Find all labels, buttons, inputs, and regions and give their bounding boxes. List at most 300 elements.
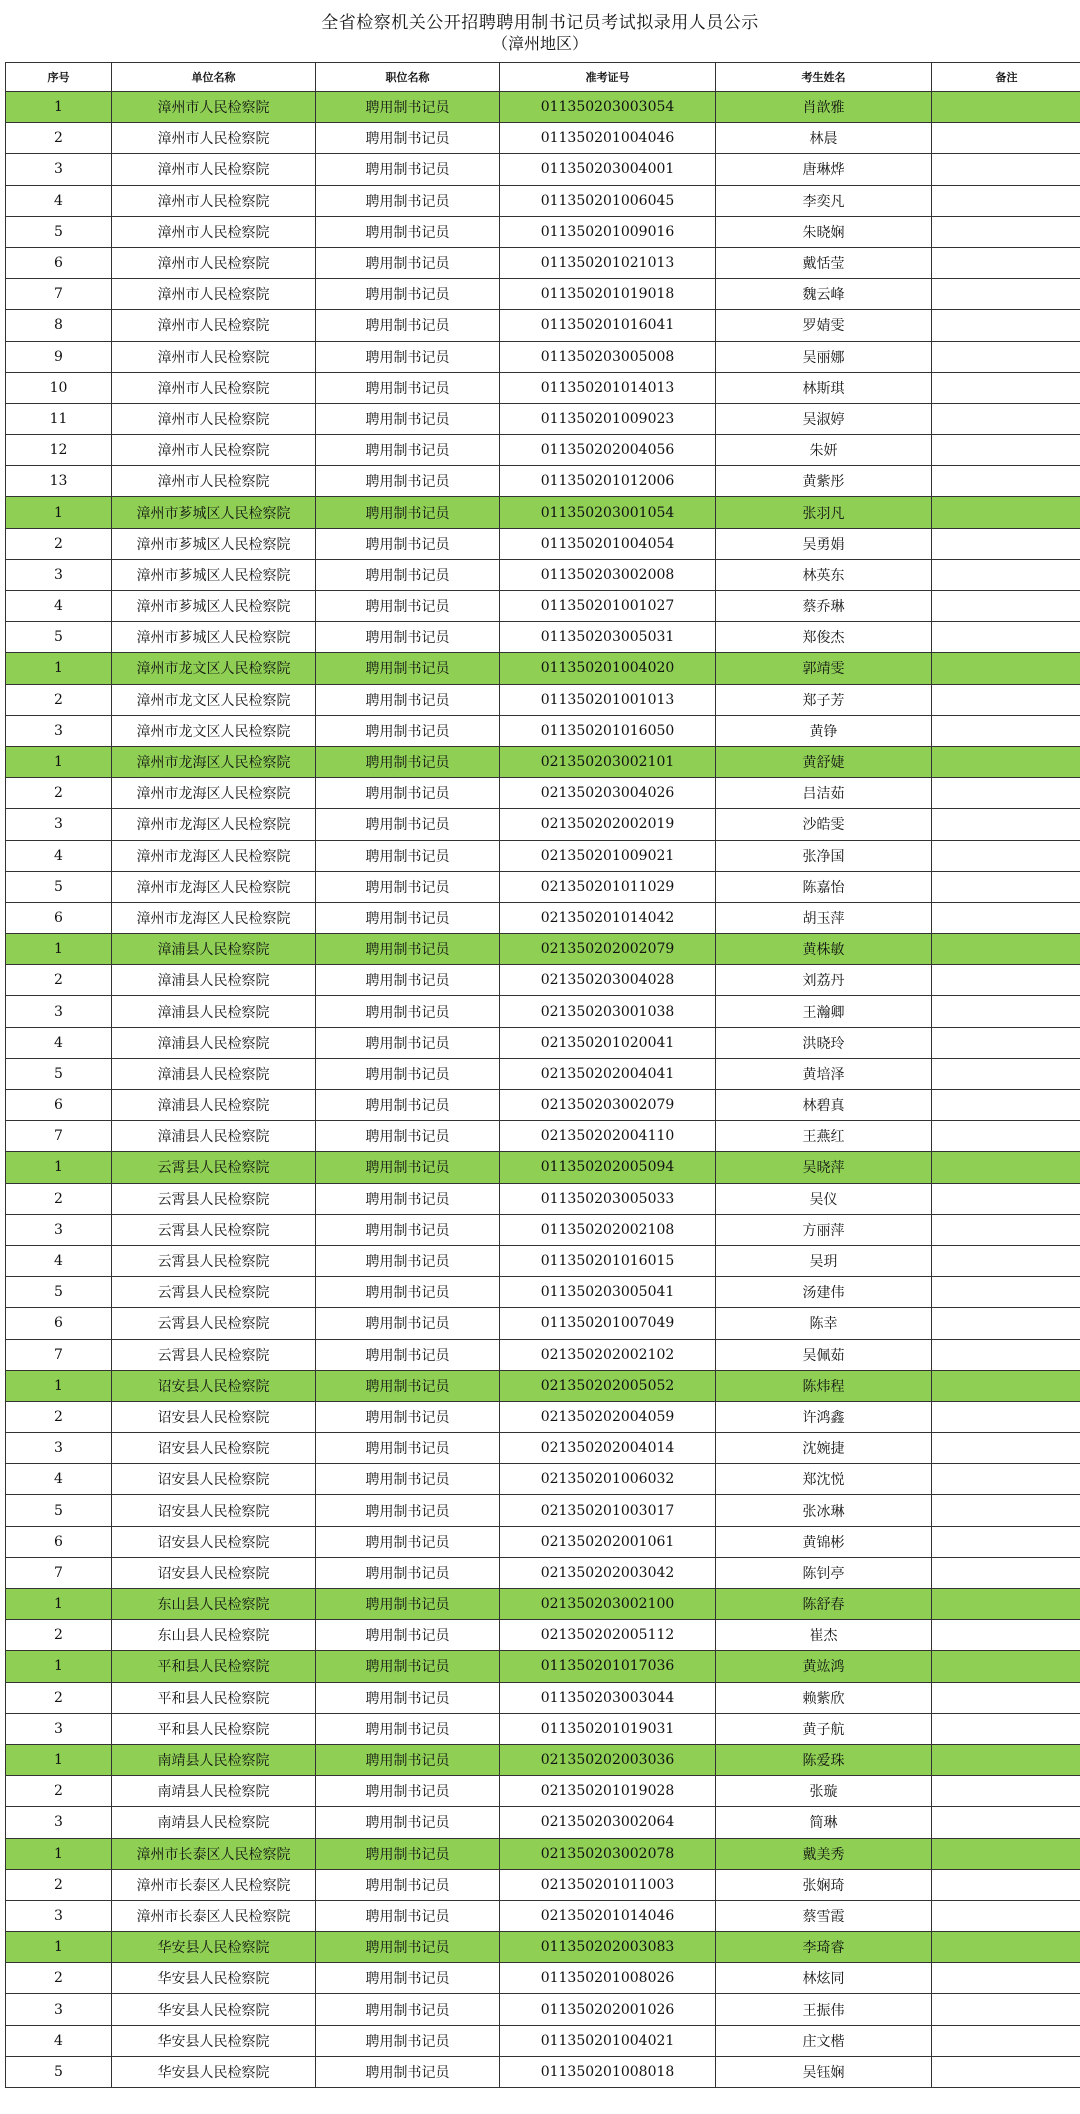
cell-no: 2: [6, 123, 112, 154]
table-row: [6, 497, 1080, 528]
cell-no: 9: [6, 341, 112, 372]
cell-note: [932, 154, 1080, 185]
table-row: [6, 1370, 1080, 1401]
cell-unit: 漳州市人民检察院: [112, 154, 316, 185]
cell-no: 3: [6, 559, 112, 590]
cell-unit: 漳州市人民检察院: [112, 216, 316, 247]
table-row: [6, 1994, 1080, 2025]
cell-no: 5: [6, 216, 112, 247]
cell-unit: 漳州市人民检察院: [112, 123, 316, 154]
cell-name: 李琦睿: [716, 1932, 932, 1963]
cell-unit: 漳州市芗城区人民检察院: [112, 559, 316, 590]
cell-name: 黄子航: [716, 1713, 932, 1744]
cell-no: 1: [6, 653, 112, 684]
cell-name: 林英东: [716, 559, 932, 590]
cell-unit: 漳州市长泰区人民检察院: [112, 1869, 316, 1900]
table-row: [6, 154, 1080, 185]
cell-position: 聘用制书记员: [316, 1308, 500, 1339]
cell-name: 黄铮: [716, 715, 932, 746]
cell-no: 6: [6, 247, 112, 278]
table-row: [6, 403, 1080, 434]
cell-name: 黄舒婕: [716, 746, 932, 777]
cell-no: 2: [6, 965, 112, 996]
cell-position: 聘用制书记员: [316, 1121, 500, 1152]
cell-unit: 漳州市龙文区人民检察院: [112, 715, 316, 746]
cell-position: 聘用制书记员: [316, 1090, 500, 1121]
cell-name: 黄株敏: [716, 934, 932, 965]
table-row: [6, 1682, 1080, 1713]
cell-unit: 漳州市人民检察院: [112, 247, 316, 278]
cell-exam-id: 021350202005112: [500, 1620, 716, 1651]
cell-position: 聘用制书记员: [316, 1245, 500, 1276]
cell-no: 1: [6, 497, 112, 528]
cell-name: 戴恬莹: [716, 247, 932, 278]
cell-unit: 华安县人民检察院: [112, 2025, 316, 2056]
table-row: [6, 1713, 1080, 1744]
cell-note: [932, 1401, 1080, 1432]
cell-unit: 漳浦县人民检察院: [112, 996, 316, 1027]
cell-note: [932, 1245, 1080, 1276]
cell-no: 1: [6, 1838, 112, 1869]
table-row: [6, 1963, 1080, 1994]
cell-unit: 漳州市龙文区人民检察院: [112, 653, 316, 684]
cell-name: 张羽凡: [716, 497, 932, 528]
cell-note: [932, 2025, 1080, 2056]
cell-unit: 漳州市人民检察院: [112, 341, 316, 372]
cell-position: 聘用制书记员: [316, 1370, 500, 1401]
cell-note: [932, 1152, 1080, 1183]
cell-note: [932, 1776, 1080, 1807]
cell-name: 郑子芳: [716, 684, 932, 715]
cell-position: 聘用制书记员: [316, 154, 500, 185]
cell-name: 方丽萍: [716, 1214, 932, 1245]
cell-no: 7: [6, 1557, 112, 1588]
cell-position: 聘用制书记员: [316, 1869, 500, 1900]
cell-name: 陈爱珠: [716, 1744, 932, 1775]
cell-name: 李奕凡: [716, 185, 932, 216]
cell-unit: 漳浦县人民检察院: [112, 1090, 316, 1121]
cell-exam-id: 011350201004021: [500, 2025, 716, 2056]
cell-position: 聘用制书记员: [316, 746, 500, 777]
cell-name: 陈炜程: [716, 1370, 932, 1401]
table-row: [6, 1744, 1080, 1775]
cell-name: 吴仪: [716, 1183, 932, 1214]
cell-unit: 南靖县人民检察院: [112, 1744, 316, 1775]
cell-no: 2: [6, 684, 112, 715]
cell-name: 许鸿鑫: [716, 1401, 932, 1432]
cell-position: 聘用制书记员: [316, 435, 500, 466]
cell-exam-id: 021350201020041: [500, 1027, 716, 1058]
cell-exam-id: 021350203002101: [500, 746, 716, 777]
cell-no: 1: [6, 1152, 112, 1183]
cell-exam-id: 011350203003054: [500, 92, 716, 123]
cell-exam-id: 021350203002100: [500, 1589, 716, 1620]
cell-position: 聘用制书记员: [316, 1214, 500, 1245]
cell-unit: 漳浦县人民检察院: [112, 934, 316, 965]
cell-name: 洪晓玲: [716, 1027, 932, 1058]
cell-note: [932, 247, 1080, 278]
cell-name: 王振伟: [716, 1994, 932, 2025]
cell-no: 2: [6, 1682, 112, 1713]
table-row: [6, 1308, 1080, 1339]
cell-exam-id: 011350202005094: [500, 1152, 716, 1183]
cell-unit: 南靖县人民检察院: [112, 1807, 316, 1838]
cell-exam-id: 021350203002079: [500, 1090, 716, 1121]
cell-unit: 漳州市龙海区人民检察院: [112, 746, 316, 777]
cell-note: [932, 1557, 1080, 1588]
cell-unit: 漳州市芗城区人民检察院: [112, 591, 316, 622]
cell-position: 聘用制书记员: [316, 1963, 500, 1994]
cell-note: [932, 684, 1080, 715]
cell-unit: 漳州市龙海区人民检察院: [112, 871, 316, 902]
cell-exam-id: 021350203002064: [500, 1807, 716, 1838]
cell-exam-id: 011350201007049: [500, 1308, 716, 1339]
table-row: [6, 684, 1080, 715]
cell-note: [932, 1370, 1080, 1401]
cell-name: 吴钰娴: [716, 2056, 932, 2087]
table-row: [6, 1526, 1080, 1557]
cell-exam-id: 011350203002008: [500, 559, 716, 590]
cell-note: [932, 1464, 1080, 1495]
cell-position: 聘用制书记员: [316, 996, 500, 1027]
table-row: [6, 934, 1080, 965]
table-row: [6, 1932, 1080, 1963]
cell-unit: 漳州市人民检察院: [112, 372, 316, 403]
cell-position: 聘用制书记员: [316, 715, 500, 746]
cell-no: 4: [6, 1245, 112, 1276]
cell-name: 汤建伟: [716, 1277, 932, 1308]
cell-no: 4: [6, 2025, 112, 2056]
table-row: [6, 1620, 1080, 1651]
cell-no: 6: [6, 1308, 112, 1339]
cell-unit: 漳州市龙海区人民检察院: [112, 840, 316, 871]
cell-name: 吴丽娜: [716, 341, 932, 372]
cell-note: [932, 559, 1080, 590]
cell-unit: 漳州市长泰区人民检察院: [112, 1838, 316, 1869]
cell-note: [932, 1183, 1080, 1214]
cell-unit: 漳浦县人民检察院: [112, 965, 316, 996]
cell-no: 2: [6, 1776, 112, 1807]
cell-note: [932, 1589, 1080, 1620]
cell-no: 5: [6, 2056, 112, 2087]
cell-exam-id: 021350203004026: [500, 778, 716, 809]
cell-unit: 云霄县人民检察院: [112, 1308, 316, 1339]
table-row: [6, 715, 1080, 746]
cell-exam-id: 011350203004001: [500, 154, 716, 185]
table-row: [6, 1152, 1080, 1183]
table-row: [6, 1027, 1080, 1058]
cell-exam-id: 011350203005031: [500, 622, 716, 653]
cell-name: 吴勇娟: [716, 528, 932, 559]
cell-no: 3: [6, 1807, 112, 1838]
cell-name: 简琳: [716, 1807, 932, 1838]
cell-position: 聘用制书记员: [316, 1152, 500, 1183]
cell-unit: 云霄县人民检察院: [112, 1277, 316, 1308]
cell-unit: 漳州市人民检察院: [112, 310, 316, 341]
cell-no: 10: [6, 372, 112, 403]
cell-position: 聘用制书记员: [316, 1557, 500, 1588]
cell-exam-id: 011350201008026: [500, 1963, 716, 1994]
cell-exam-id: 011350201001027: [500, 591, 716, 622]
cell-name: 罗婧雯: [716, 310, 932, 341]
header-unit: 单位名称: [112, 63, 316, 92]
cell-position: 聘用制书记员: [316, 92, 500, 123]
cell-name: 黄锦彬: [716, 1526, 932, 1557]
cell-position: 聘用制书记员: [316, 1433, 500, 1464]
cell-name: 黄竑鸿: [716, 1651, 932, 1682]
cell-name: 林碧真: [716, 1090, 932, 1121]
table-row: [6, 2025, 1080, 2056]
cell-no: 6: [6, 1090, 112, 1121]
cell-note: [932, 372, 1080, 403]
cell-note: [932, 466, 1080, 497]
table-row: [6, 1464, 1080, 1495]
cell-note: [932, 996, 1080, 1027]
table-row: [6, 1589, 1080, 1620]
cell-note: [932, 528, 1080, 559]
cell-no: 4: [6, 840, 112, 871]
table-row: [6, 1495, 1080, 1526]
cell-note: [932, 1027, 1080, 1058]
table-row: [6, 1401, 1080, 1432]
cell-exam-id: 011350201014013: [500, 372, 716, 403]
cell-note: [932, 497, 1080, 528]
table-row: [6, 1651, 1080, 1682]
cell-position: 聘用制书记员: [316, 1277, 500, 1308]
cell-exam-id: 011350201012006: [500, 466, 716, 497]
cell-no: 1: [6, 934, 112, 965]
cell-no: 5: [6, 871, 112, 902]
cell-name: 吴晓萍: [716, 1152, 932, 1183]
cell-no: 1: [6, 1589, 112, 1620]
cell-exam-id: 021350202002102: [500, 1339, 716, 1370]
cell-position: 聘用制书记员: [316, 1682, 500, 1713]
cell-note: [932, 1277, 1080, 1308]
cell-exam-id: 011350201006045: [500, 185, 716, 216]
cell-unit: 漳州市龙文区人民检察院: [112, 684, 316, 715]
table-row: [6, 746, 1080, 777]
cell-no: 2: [6, 778, 112, 809]
cell-note: [932, 778, 1080, 809]
cell-note: [932, 1963, 1080, 1994]
cell-unit: 漳州市长泰区人民检察院: [112, 1900, 316, 1931]
cell-no: 7: [6, 1339, 112, 1370]
cell-name: 赖紫欣: [716, 1682, 932, 1713]
cell-name: 沈婉捷: [716, 1433, 932, 1464]
cell-exam-id: 021350201011029: [500, 871, 716, 902]
cell-unit: 云霄县人民检察院: [112, 1183, 316, 1214]
page-subtitle: （漳州地区）: [491, 34, 588, 53]
cell-name: 陈舒春: [716, 1589, 932, 1620]
table-row: [6, 1557, 1080, 1588]
header-exam-id: 准考证号: [500, 63, 716, 92]
cell-unit: 漳州市人民检察院: [112, 279, 316, 310]
cell-note: [932, 1090, 1080, 1121]
cell-position: 聘用制书记员: [316, 310, 500, 341]
candidate-table: [5, 62, 1080, 2088]
cell-exam-id: 021350201009021: [500, 840, 716, 871]
cell-position: 聘用制书记员: [316, 622, 500, 653]
cell-unit: 诏安县人民检察院: [112, 1557, 316, 1588]
cell-exam-id: 011350203001054: [500, 497, 716, 528]
cell-note: [932, 840, 1080, 871]
cell-unit: 诏安县人民检察院: [112, 1464, 316, 1495]
cell-note: [932, 435, 1080, 466]
cell-position: 聘用制书记员: [316, 1932, 500, 1963]
cell-no: 5: [6, 1058, 112, 1089]
cell-note: [932, 1651, 1080, 1682]
cell-no: 3: [6, 1994, 112, 2025]
cell-exam-id: 011350203005033: [500, 1183, 716, 1214]
cell-note: [932, 871, 1080, 902]
cell-no: 3: [6, 1900, 112, 1931]
table-row: [6, 871, 1080, 902]
table-row: [6, 310, 1080, 341]
cell-note: [932, 809, 1080, 840]
cell-exam-id: 011350203005041: [500, 1277, 716, 1308]
cell-unit: 漳州市人民检察院: [112, 435, 316, 466]
cell-position: 聘用制书记员: [316, 466, 500, 497]
cell-position: 聘用制书记员: [316, 1464, 500, 1495]
table-row: [6, 1838, 1080, 1869]
cell-position: 聘用制书记员: [316, 1744, 500, 1775]
cell-exam-id: 021350202004110: [500, 1121, 716, 1152]
cell-no: 4: [6, 1027, 112, 1058]
table-row: [6, 1090, 1080, 1121]
cell-unit: 华安县人民检察院: [112, 1963, 316, 1994]
cell-no: 3: [6, 1214, 112, 1245]
cell-exam-id: 011350202003083: [500, 1932, 716, 1963]
cell-no: 1: [6, 1651, 112, 1682]
cell-name: 陈幸: [716, 1308, 932, 1339]
title-block: [5, 12, 1075, 60]
cell-note: [932, 622, 1080, 653]
cell-note: [932, 591, 1080, 622]
table-row: [6, 840, 1080, 871]
cell-unit: 漳州市人民检察院: [112, 466, 316, 497]
cell-name: 张冰琳: [716, 1495, 932, 1526]
cell-name: 黄培泽: [716, 1058, 932, 1089]
cell-note: [932, 1682, 1080, 1713]
cell-exam-id: 011350202001026: [500, 1994, 716, 2025]
cell-unit: 平和县人民检察院: [112, 1713, 316, 1744]
cell-note: [932, 1308, 1080, 1339]
cell-position: 聘用制书记员: [316, 1713, 500, 1744]
cell-no: 6: [6, 1526, 112, 1557]
cell-name: 张娴琦: [716, 1869, 932, 1900]
cell-exam-id: 011350201004046: [500, 123, 716, 154]
cell-no: 3: [6, 154, 112, 185]
document-sheet: [5, 0, 1075, 2088]
table-row: [6, 1183, 1080, 1214]
cell-exam-id: 011350201008018: [500, 2056, 716, 2087]
table-row: [6, 92, 1080, 123]
cell-unit: 华安县人民检察院: [112, 1994, 316, 2025]
cell-position: 聘用制书记员: [316, 216, 500, 247]
cell-position: 聘用制书记员: [316, 1994, 500, 2025]
cell-no: 4: [6, 591, 112, 622]
table-row: [6, 528, 1080, 559]
table-row: [6, 1807, 1080, 1838]
cell-note: [932, 2056, 1080, 2087]
table-row: [6, 1245, 1080, 1276]
cell-no: 1: [6, 1744, 112, 1775]
cell-exam-id: 021350203001038: [500, 996, 716, 1027]
cell-position: 聘用制书记员: [316, 934, 500, 965]
cell-position: 聘用制书记员: [316, 653, 500, 684]
table-row: [6, 341, 1080, 372]
cell-position: 聘用制书记员: [316, 1900, 500, 1931]
cell-name: 陈嘉怡: [716, 871, 932, 902]
table-body: [6, 92, 1080, 2088]
cell-name: 吴淑婷: [716, 403, 932, 434]
cell-position: 聘用制书记员: [316, 1027, 500, 1058]
cell-position: 聘用制书记员: [316, 809, 500, 840]
cell-unit: 漳州市芗城区人民检察院: [112, 497, 316, 528]
cell-no: 11: [6, 403, 112, 434]
cell-unit: 漳浦县人民检察院: [112, 1121, 316, 1152]
cell-no: 7: [6, 279, 112, 310]
table-row: [6, 435, 1080, 466]
cell-note: [932, 1994, 1080, 2025]
cell-exam-id: 011350203005008: [500, 341, 716, 372]
cell-exam-id: 011350201021013: [500, 247, 716, 278]
cell-position: 聘用制书记员: [316, 965, 500, 996]
cell-exam-id: 021350202004041: [500, 1058, 716, 1089]
cell-no: 2: [6, 1620, 112, 1651]
cell-exam-id: 021350202003036: [500, 1744, 716, 1775]
cell-note: [932, 1807, 1080, 1838]
cell-note: [932, 1058, 1080, 1089]
cell-no: 4: [6, 1464, 112, 1495]
cell-position: 聘用制书记员: [316, 2025, 500, 2056]
table-row: [6, 1277, 1080, 1308]
cell-note: [932, 653, 1080, 684]
cell-name: 陈钊亭: [716, 1557, 932, 1588]
cell-note: [932, 1526, 1080, 1557]
cell-name: 吕洁茹: [716, 778, 932, 809]
cell-name: 吴佩茹: [716, 1339, 932, 1370]
table-row: [6, 1900, 1080, 1931]
cell-exam-id: 011350201004054: [500, 528, 716, 559]
cell-position: 聘用制书记员: [316, 1838, 500, 1869]
header-row: [6, 63, 1080, 92]
table-row: [6, 809, 1080, 840]
cell-no: 2: [6, 1401, 112, 1432]
cell-no: 2: [6, 1963, 112, 1994]
cell-unit: 漳州市芗城区人民检察院: [112, 622, 316, 653]
table-row: [6, 1121, 1080, 1152]
cell-name: 朱妍: [716, 435, 932, 466]
cell-exam-id: 011350201016041: [500, 310, 716, 341]
table-row: [6, 902, 1080, 933]
cell-name: 郭靖雯: [716, 653, 932, 684]
table-row: [6, 1214, 1080, 1245]
cell-name: 戴美秀: [716, 1838, 932, 1869]
cell-exam-id: 021350202004014: [500, 1433, 716, 1464]
cell-no: 4: [6, 185, 112, 216]
cell-note: [932, 185, 1080, 216]
cell-note: [932, 1932, 1080, 1963]
cell-name: 黄紫彤: [716, 466, 932, 497]
table-row: [6, 1058, 1080, 1089]
cell-exam-id: 021350203002078: [500, 1838, 716, 1869]
table-row: [6, 653, 1080, 684]
cell-note: [932, 965, 1080, 996]
cell-unit: 诏安县人民检察院: [112, 1526, 316, 1557]
cell-position: 聘用制书记员: [316, 528, 500, 559]
cell-note: [932, 902, 1080, 933]
